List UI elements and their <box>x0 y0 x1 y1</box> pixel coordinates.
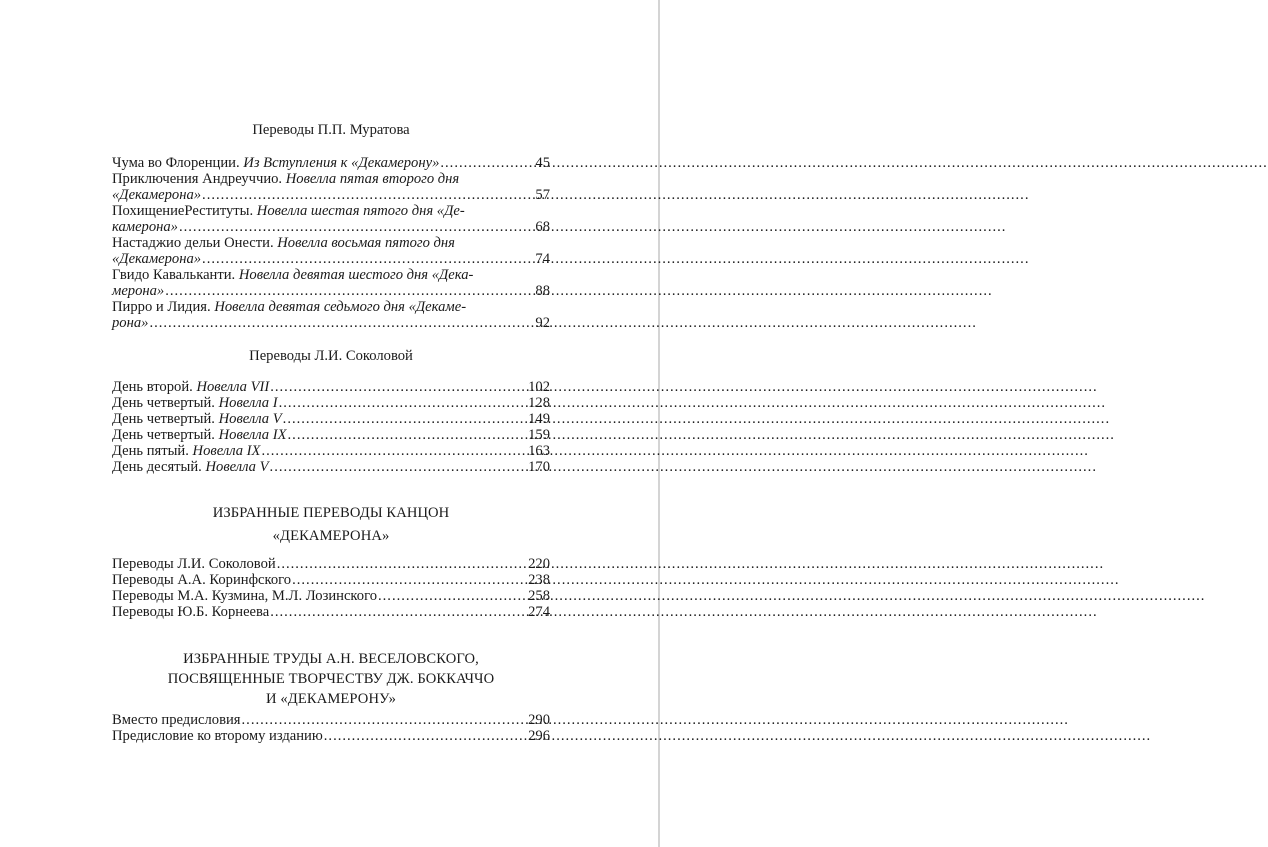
toc-entry[interactable] <box>112 459 550 475</box>
entry-title: День четвертый. <box>112 427 219 443</box>
leader-dots <box>283 411 527 427</box>
entry-title: Чума во Флоренции. <box>112 155 244 171</box>
entry-title: Предисловие ко второму изданию <box>112 728 323 744</box>
page-number: 57 <box>535 187 550 203</box>
entry-subtitle: Новелла шестая пятого дня «Де- <box>256 203 465 219</box>
page-number: 45 <box>535 155 550 171</box>
toc-entry[interactable] <box>112 427 550 443</box>
toc-entry[interactable] <box>112 267 550 299</box>
entry-subtitle: Новелла IX <box>218 427 287 443</box>
toc-entry[interactable] <box>112 728 550 744</box>
section-title-line: Переводы П.П. Муратова <box>252 122 410 138</box>
section-entries-canzones <box>112 556 550 620</box>
leader-dots <box>292 572 527 588</box>
leader-dots <box>242 712 528 728</box>
leader-dots <box>288 427 528 443</box>
page-number: 88 <box>535 283 550 299</box>
leader-dots <box>279 395 528 411</box>
toc-entry[interactable] <box>112 379 550 395</box>
entry-title: День десятый. <box>112 459 206 475</box>
entry-subtitle-cont: камерона» <box>112 219 178 235</box>
entry-title: День пятый. <box>112 443 193 459</box>
page-number: 170 <box>528 459 550 475</box>
leader-dots <box>324 728 527 744</box>
toc-entry[interactable] <box>112 203 550 235</box>
toc-entry[interactable] <box>112 395 550 411</box>
leader-dots <box>261 443 527 459</box>
section-title-line: ИЗБРАННЫЕ ТРУДЫ А.Н. ВЕСЕЛОВСКОГО, <box>183 651 479 667</box>
entry-subtitle: Новелла I <box>218 395 278 411</box>
entry-title: День второй. <box>112 379 197 395</box>
page-number: 68 <box>535 219 550 235</box>
leader-dots <box>270 604 527 620</box>
entry-subtitle: Новелла восьмая пятого дня <box>277 235 455 251</box>
section-title-canzones <box>112 504 550 545</box>
page-number: 149 <box>528 411 550 427</box>
entry-title: Переводы М.А. Кузмина, М.Л. Лозинского <box>112 588 377 604</box>
page-number: 274 <box>528 604 550 620</box>
entry-subtitle: Новелла VII <box>196 379 270 395</box>
section-title-line: ПОСВЯЩЕННЫЕ ТВОРЧЕСТВУ ДЖ. БОККАЧЧО <box>167 671 495 687</box>
entry-title: Вместо предисловия <box>112 712 241 728</box>
leader-dots <box>270 459 528 475</box>
page-number: 258 <box>528 588 550 604</box>
entry-title: Переводы Л.И. Соколовой <box>112 556 276 572</box>
leader-dots <box>202 251 534 267</box>
entry-title: Приключения Андреуччио. <box>112 171 286 187</box>
toc-entry[interactable] <box>112 171 550 203</box>
entry-subtitle: Новелла пятая второго дня <box>285 171 460 187</box>
page-number: 102 <box>528 379 550 395</box>
entry-title: День четвертый. <box>112 411 219 427</box>
entry-title: День четвертый. <box>112 395 219 411</box>
entry-subtitle: Новелла V <box>218 411 282 427</box>
section-title-line: «ДЕКАМЕРОНА» <box>272 528 390 544</box>
entry-title: Переводы А.А. Коринфского <box>112 572 292 588</box>
section-title-muratov <box>112 121 550 139</box>
page-number: 163 <box>528 443 550 459</box>
entry-subtitle: Из Вступления к «Декамерону» <box>243 155 440 171</box>
toc-entry[interactable] <box>112 604 550 620</box>
page-number: 159 <box>528 427 550 443</box>
toc-entry[interactable] <box>112 299 550 331</box>
toc-entry[interactable] <box>112 155 550 171</box>
page-number: 296 <box>528 728 550 744</box>
page-number: 92 <box>535 315 550 331</box>
toc-entry[interactable] <box>112 572 550 588</box>
section-title-line: Переводы Л.И. Соколовой <box>249 348 413 364</box>
entry-title: Переводы Ю.Б. Корнеева <box>112 604 270 620</box>
leader-dots <box>270 379 527 395</box>
entry-title: Настаджио дельи Онести. <box>112 235 278 251</box>
leader-dots <box>440 155 534 171</box>
toc-entry[interactable] <box>112 556 550 572</box>
leader-dots <box>179 219 534 235</box>
section-entries-veselovsky <box>112 712 550 744</box>
leader-dots <box>378 588 527 604</box>
toc-entry[interactable] <box>112 443 550 459</box>
entry-subtitle: Новелла V <box>205 459 269 475</box>
entry-subtitle: Новелла девятая шестого дня «Дека- <box>238 267 474 283</box>
section-title-line: И «ДЕКАМЕРОНУ» <box>266 691 396 707</box>
toc-entry[interactable] <box>112 411 550 427</box>
section-title-line: ИЗБРАННЫЕ ПЕРЕВОДЫ КАНЦОН <box>212 505 450 521</box>
leader-dots <box>277 556 527 572</box>
leader-dots <box>165 283 534 299</box>
entry-subtitle-cont: «Декамерона» <box>112 187 202 203</box>
entry-subtitle-cont: мерона» <box>112 283 165 299</box>
toc-entry[interactable] <box>112 588 550 604</box>
entry-subtitle: Новелла девятая седьмого дня «Декаме- <box>214 299 467 315</box>
section-entries-muratov <box>112 155 550 331</box>
entry-title: Гвидо Кавальканти. <box>112 267 239 283</box>
entry-title: ПохищениеРеституты. <box>112 203 257 219</box>
entry-subtitle: Новелла IX <box>192 443 261 459</box>
entry-title: Пирро и Лидия. <box>112 299 215 315</box>
section-entries-sokolova <box>112 379 550 475</box>
page-number: 290 <box>528 712 550 728</box>
page-number: 74 <box>535 251 550 267</box>
leader-dots <box>149 315 534 331</box>
leader-dots <box>202 187 534 203</box>
section-title-sokolova <box>112 347 550 365</box>
entry-subtitle-cont: «Декамерона» <box>112 251 202 267</box>
page-number: 128 <box>528 395 550 411</box>
entry-subtitle-cont: рона» <box>112 315 149 331</box>
page-number: 238 <box>528 572 550 588</box>
toc-entry[interactable] <box>112 235 550 267</box>
toc-entry[interactable] <box>112 712 550 728</box>
page-number: 220 <box>528 556 550 572</box>
section-title-veselovsky <box>112 650 550 708</box>
